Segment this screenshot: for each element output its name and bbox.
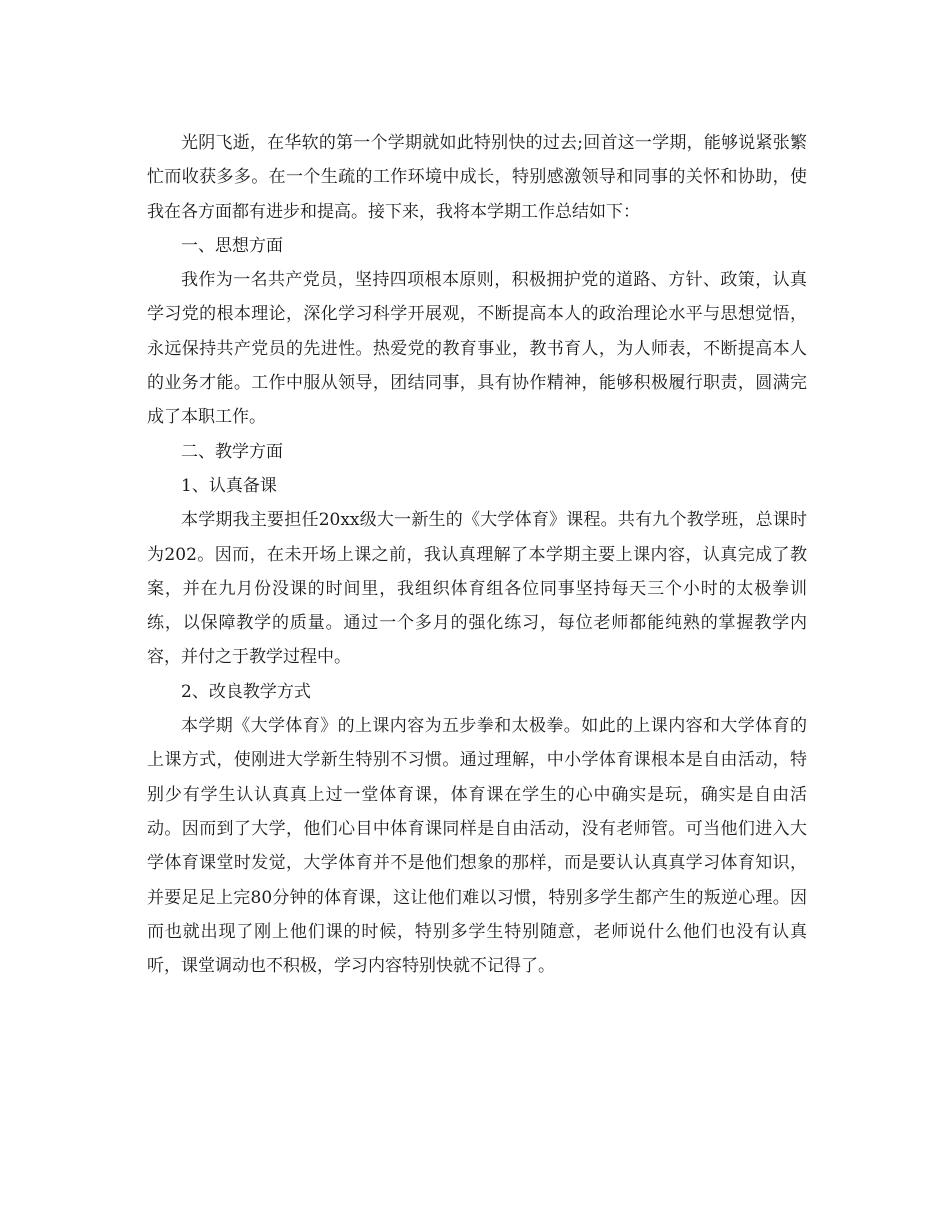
document-body — [147, 126, 807, 983]
lesson-prep-paragraph: 本学期我主要担任20xx级大一新生的《大学体育》课程。共有九个教学班，总课时为202。因而，在未开场上课之前，我认真理解了本学期主要上课内容，认真完成了教案，并在九月份没课的时间里，我组织体育组各位同事坚持每天三个小时的太极拳训练，以保障教学的质量。通过一个多月的强化练习，每位老师都能纯熟的掌握教学内容，并付之于教学过程中。 — [147, 510, 807, 668]
section-heading-teaching: 二、教学方面 — [181, 441, 283, 462]
section-heading-ideology: 一、思想方面 — [181, 235, 283, 256]
ideology-paragraph: 我作为一名共产党员，坚持四项根本原则，积极拥护党的道路、方针、政策，认真学习党的根本理论，深化学习科学开展观，不断提高本人的政治理论水平与思想觉悟，永远保持共产党员的先进性。热爱党的教育事业，教书育人，为人师表，不断提高本人的业务才能。工作中服从领导，团结同事，具有协作精神，能够积极履行职责，圆满完成了本职工作。 — [147, 270, 807, 428]
subheading-teaching-methods: 2、改良教学方式 — [181, 681, 311, 702]
intro-paragraph: 光阴飞逝，在华软的第一个学期就如此特别快的过去;回首这一学期，能够说紧张繁忙而收获多多。在一个生疏的工作环境中成长，特别感激领导和同事的关怀和协助，使我在各方面都有进步和提高。接下来，我将本学期工作总结如下： — [147, 133, 807, 222]
subheading-lesson-prep: 1、认真备课 — [181, 475, 277, 496]
teaching-methods-paragraph: 本学期《大学体育》的上课内容为五步拳和太极拳。如此的上课内容和大学体育的上课方式，使刚进大学新生特别不习惯。通过理解，中小学体育课根本是自由活动，特别少有学生认认真真上过一堂体育课，体育课在学生的心中确实是玩，确实是自由活动。因而到了大学，他们心目中体育课同样是自由活动，没有老师管。可当他们进入大学体育课堂时发觉，大学体育并不是他们想象的那样，而是要认认真真学习体育知识，并要足足上完80分钟的体育课，这让他们难以习惯，特别多学生都产生的叛逆心理。因而也就出现了刚上他们课的时候，特别多学生特别随意，老师说什么他们也没有认真听，课堂调动也不积极，学习内容特别快就不记得了。 — [147, 716, 807, 977]
